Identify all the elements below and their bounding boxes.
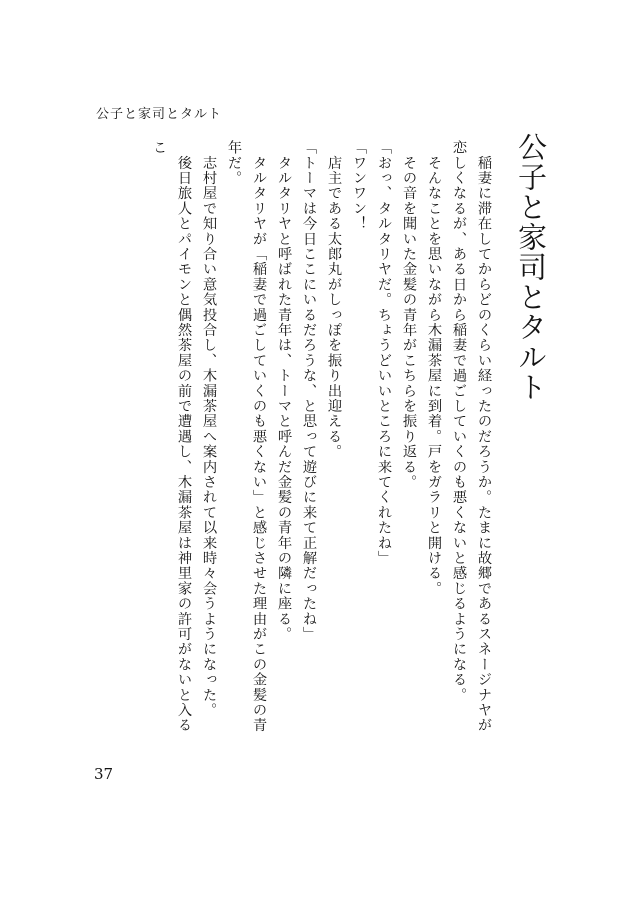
paragraph-2: そんなことを思いながら木漏茶屋に到着。戸をガラリと開ける。 [426,140,442,596]
chapter-title: 公子と家司とタルト [514,132,548,402]
paragraph-4: 「おっ、タルタリヤだ。ちょうどいいところに来てくれたね」 [376,140,392,566]
paragraph-8: タルタリヤと呼ばれた青年は、トーマと呼んだ金髪の青年の隣に座る。 [276,140,292,642]
paragraph-9: タルタリヤが「稲妻で過ごしていくのも悪くない」と感じさせた理由がこの金髪の青年だ。 [226,140,267,733]
running-head: 公子と家司とタルト [96,107,223,122]
paragraph-5: 「ワンワン！ [351,140,367,232]
paragraph-1: 稲妻に滞在してからどのくらい経ったのだろうか。たまに故郷であるスネージナヤが恋しくなるが、ある日から稲妻で過ごしていくのも悪くないと感じるようになる。 [451,140,492,733]
paragraph-10: 志村屋で知り合い意気投合し、木漏茶屋へ案内されて以来時々会うようになった。 [201,140,217,718]
paragraph-3: その音を聞いた金髪の青年がこちらを振り返る。 [401,140,417,490]
paragraph-6: 店主である太郎丸がしっぽを振り出迎える。 [326,140,342,460]
body-text [98,140,496,740]
paragraph-11: 後日旅人とパイモンと偶然茶屋の前で遭遇し、木漏茶屋は神里家の許可がないと入るこ [151,140,192,733]
page-number: 37 [94,765,114,783]
paragraph-7: 「トーマは今日ここにいるだろうな、と思って遊びに来て正解だったね」 [301,140,317,642]
